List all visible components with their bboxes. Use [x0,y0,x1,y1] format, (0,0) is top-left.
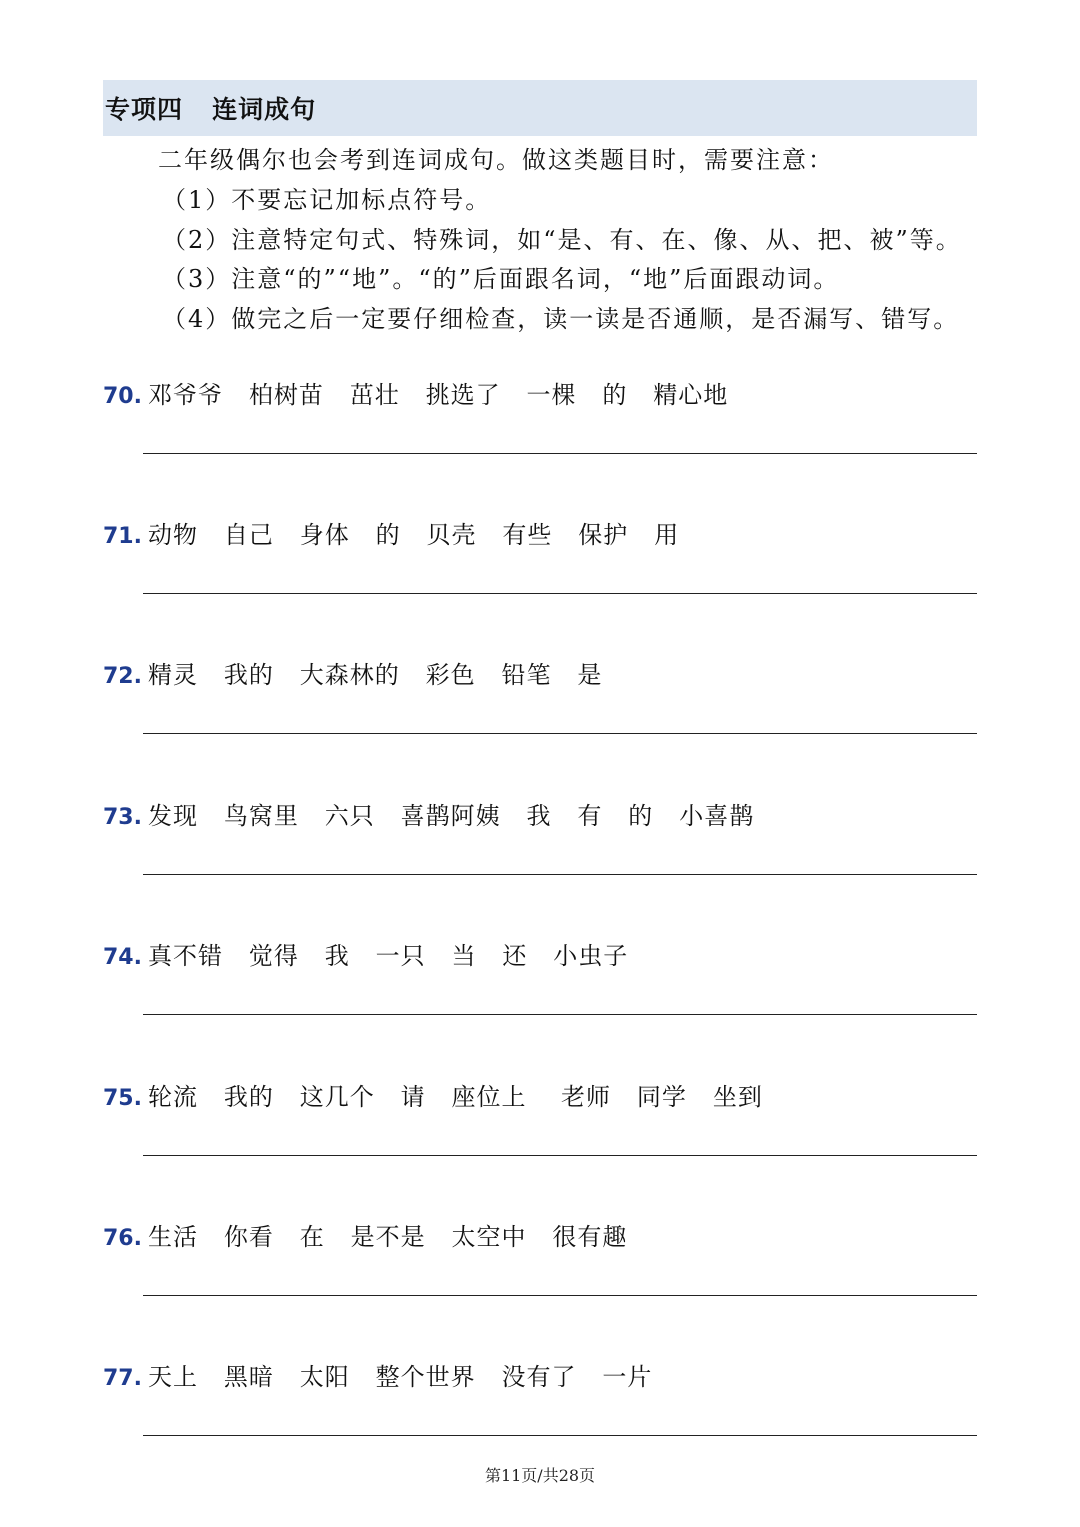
question-number: 71. [103,524,142,549]
question-words: 天上 黑暗 太阳 整个世界 没有了 一片 [147,1363,653,1391]
question-words: 真不错 觉得 我 一只 当 还 小虫子 [147,942,629,970]
answer-line[interactable] [143,1014,977,1015]
note-item: （1）不要忘记加标点符号。 [162,186,492,214]
question-number: 70. [103,384,142,409]
question-item [103,375,977,475]
question-item [103,655,977,755]
question-number: 74. [103,945,142,970]
question-number: 76. [103,1226,142,1251]
answer-line[interactable] [143,874,977,875]
answer-line[interactable] [143,1155,977,1156]
question-words: 轮流 我的 这几个 请 座位上 老师 同学 坐到 [147,1083,763,1111]
question-words: 动物 自己 身体 的 贝壳 有些 保护 用 [147,521,680,549]
question-number: 75. [103,1086,142,1111]
note-item: （3）注意“的”“地”。“的”后面跟名词，“地”后面跟动词。 [162,265,840,293]
page-footer: 第11页/共28页 [484,1466,596,1485]
question-number: 72. [103,664,142,689]
question-number: 73. [103,805,142,830]
answer-line[interactable] [143,733,977,734]
answer-line[interactable] [143,1295,977,1296]
question-item [103,936,977,1036]
answer-line[interactable] [143,593,977,594]
section-title: 专项四 连词成句 [105,95,317,124]
question-words: 发现 鸟窝里 六只 喜鹊阿姨 我 有 的 小喜鹊 [147,802,755,830]
intro-text: 二年级偶尔也会考到连词成句。做这类题目时，需要注意： [158,146,834,174]
question-number: 77. [103,1366,142,1391]
question-item [103,796,977,896]
question-item [103,1077,977,1177]
question-words: 生活 你看 在 是不是 太空中 很有趣 [147,1223,628,1251]
question-item [103,515,977,615]
question-words: 邓爷爷 柏树苗 茁壮 挑选了 一棵 的 精心地 [147,381,729,409]
section-header [103,80,977,136]
note-item: （4）做完之后一定要仔细检查，读一读是否通顺，是否漏写、错写。 [162,305,960,333]
answer-line[interactable] [143,1435,977,1436]
question-item [103,1357,977,1457]
question-words: 精灵 我的 大森林的 彩色 铅笔 是 [147,661,603,689]
question-item [103,1217,977,1317]
note-item: （2）注意特定句式、特殊词，如“是、有、在、像、从、把、被”等。 [162,226,962,254]
answer-line[interactable] [143,453,977,454]
